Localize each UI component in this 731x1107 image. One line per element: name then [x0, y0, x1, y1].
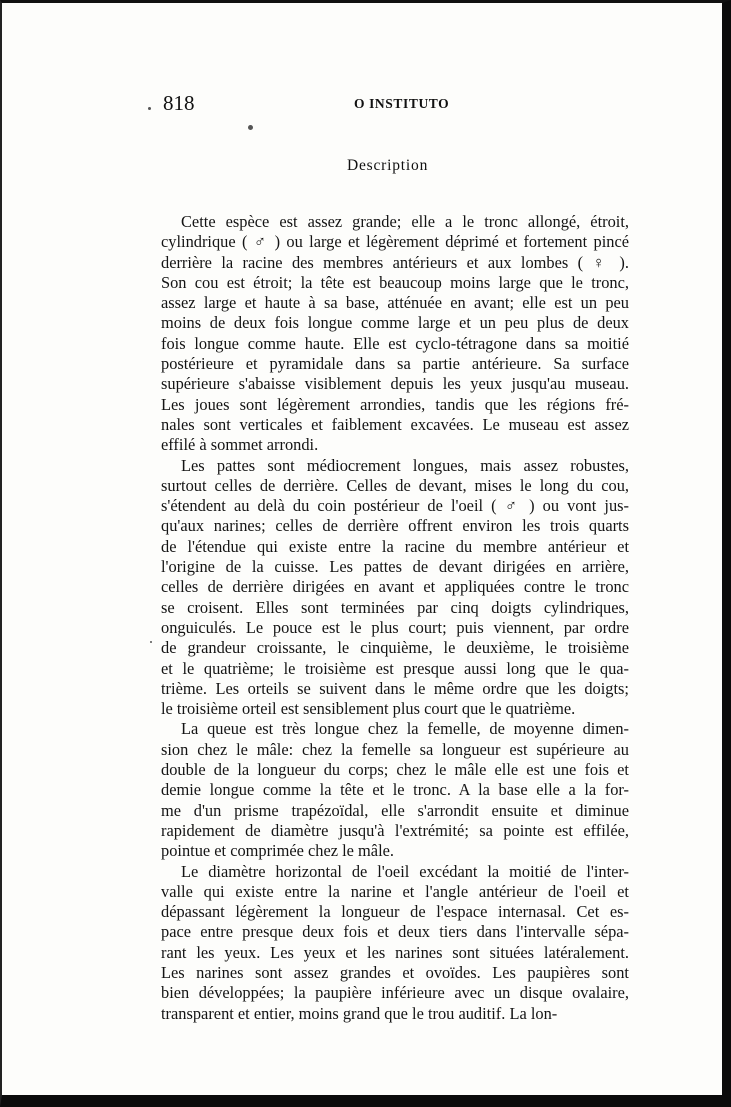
text-line: rapidement de diamètre jusqu'à l'extrémité; sa pointe est effilée,	[161, 820, 629, 840]
text-line: fois longue comme haute. Elle est cyclo-tétragone dans sa moitié	[161, 333, 629, 353]
text-line: qu'aux narines; celles de derrière offrent environ les trois quarts	[161, 516, 629, 536]
text-line: effilé à sommet arrondi.	[161, 435, 319, 455]
text-line: moins de deux fois longue comme large et un peu plus de deux	[161, 313, 629, 333]
text-line: pace entre presque deux fois et deux tiers dans l'intervalle sépa-	[161, 922, 629, 942]
page-number: 818	[163, 91, 195, 115]
text-line: assez large et haute à sa base, atténuée en avant; elle est un peu	[161, 293, 629, 313]
text-line: Les pattes sont médiocrement longues, mais assez robustes,	[181, 455, 629, 475]
text-line: onguiculés. Le pouce est le plus court; puis viennent, par ordre	[161, 617, 629, 637]
text-line: postérieure et pyramidale dans sa partie antérieure. Sa surface	[161, 354, 629, 374]
text-line: de l'étendue qui existe entre la racine du membre antérieur et	[161, 536, 629, 556]
text-line: l'origine de la cuisse. Les pattes de devant dirigées en arrière,	[161, 557, 629, 577]
text-line: de grandeur croissante, le cinquième, le deuxième, le troisième	[161, 638, 629, 658]
text-line: La queue est très longue chez la femelle, de moyenne dimen-	[181, 719, 629, 739]
text-line: supérieure s'abaisse visiblement depuis les yeux jusqu'au museau.	[161, 374, 629, 394]
text-line: double de la longueur du corps; chez le mâle elle est une fois et	[161, 760, 629, 780]
ink-speck	[248, 125, 253, 130]
text-line: bien développées; la paupière inférieure avec un disque ovalaire,	[161, 983, 629, 1003]
text-line: Les joues sont légèrement arrondies, tandis que les régions fré-	[161, 394, 629, 414]
text-line: dépassant légèrement la longueur de l'espace internasal. Cet es-	[161, 902, 629, 922]
text-line: celles de derrière dirigées en avant et appliquées contre le tronc	[161, 577, 629, 597]
text-line: demie longue comme la tête et le tronc. A la base elle a la for-	[161, 780, 629, 800]
text-line: Cette espèce est assez grande; elle a le tronc allongé, étroit,	[181, 212, 629, 231]
paragraph	[161, 862, 629, 1024]
text-line: derrière la racine des membres antérieurs et aux lombes ( ♀ ).	[161, 252, 629, 272]
text-line: surtout celles de derrière. Celles de devant, mises le long du cou,	[161, 475, 629, 495]
text-line: le troisième orteil est sensiblement plus court que le quatrième.	[161, 699, 576, 719]
text-line: sion chez le mâle: chez la femelle sa longueur est supérieure au	[161, 739, 629, 759]
text-line: pointue et comprimée chez le mâle.	[161, 841, 395, 861]
text-line: transparent et entier, moins grand que le trou auditif. La lon-	[161, 1003, 558, 1023]
text-line: rant les yeux. Les yeux et les narines sont situées latéralement.	[161, 942, 629, 962]
text-line: et le quatrième; le troisième est presque aussi long que le qua-	[161, 658, 629, 678]
text-line: valle qui existe entre la narine et l'angle antérieur de l'oeil et	[161, 881, 629, 901]
paragraph	[161, 456, 629, 720]
text-line: Son cou est étroit; la tête est beaucoup moins large que le tronc,	[161, 272, 629, 292]
text-line: s'étendent au delà du coin postérieur de l'oeil ( ♂ ) ou vont jus-	[161, 496, 629, 516]
text-line: Le diamètre horizontal de l'oeil excédant la moitié de l'inter-	[181, 861, 629, 881]
section-title: Description	[347, 157, 429, 174]
text-line: cylindrique ( ♂ ) ou large et légèrement déprimé et fortement pincé	[161, 232, 629, 252]
paragraph	[161, 719, 629, 861]
text-line: Les narines sont assez grandes et ovoïdes. Les paupières sont	[161, 962, 629, 982]
text-line: se croisent. Elles sont terminées par cinq doigts cylindriques,	[161, 597, 629, 617]
paragraph	[161, 212, 629, 456]
ink-speck	[150, 641, 152, 643]
text-line: me d'un prisme trapézoïdal, elle s'arrondit ensuite et diminue	[161, 800, 629, 820]
ink-speck	[148, 107, 151, 110]
running-head: O INSTITUTO	[354, 96, 450, 111]
body-text	[161, 212, 629, 1024]
text-line: trième. Les orteils se suivent dans le même ordre que les doigts;	[161, 678, 629, 698]
text-line: nales sont verticales et faiblement excavées. Le museau est assez	[161, 414, 629, 434]
